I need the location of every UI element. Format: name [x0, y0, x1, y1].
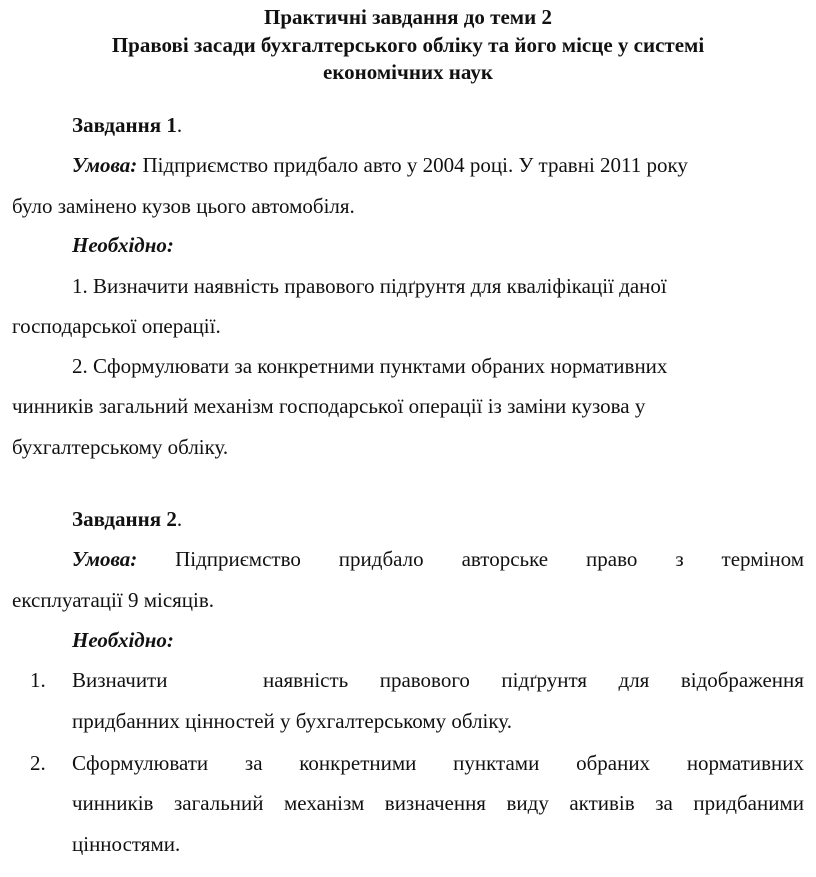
- task1-item2-line-1: 2. Сформулювати за конкретними пунктами обраних нормативних: [72, 354, 668, 378]
- task2-item2-number: 2.: [30, 751, 46, 775]
- task2-item2-word: конкретними: [299, 751, 417, 775]
- task2-item2-word: визначення: [384, 791, 486, 815]
- task1-item2-line-2: чинників загальний механізм господарської операції із заміни кузова у: [12, 394, 646, 418]
- task2-item2-word: нормативних: [686, 751, 804, 775]
- task2-item2-word: загальний: [173, 791, 264, 815]
- task2-condition-label: Умова:: [72, 547, 138, 571]
- task2-item2-line-1: [72, 750, 804, 776]
- task1-heading-dot: .: [176, 113, 183, 137]
- task2-heading: [72, 506, 182, 532]
- task1-condition-line-1: [72, 152, 688, 178]
- task1-condition-label: Умова:: [72, 153, 138, 177]
- task2-condition-word: право: [586, 547, 638, 571]
- task2-required-label: Необхідно:: [72, 628, 174, 652]
- task2-item1-word: відображення: [680, 668, 804, 692]
- task2-condition-word: з: [675, 547, 684, 571]
- task1-item2-line-3: бухгалтерському обліку.: [12, 435, 229, 459]
- task2-item2-word: обраних: [576, 751, 651, 775]
- task2-item2-word: Сформулювати: [72, 751, 209, 775]
- task2-item1-word: підґрунтя: [501, 668, 588, 692]
- task2-item1-word: наявність: [262, 668, 349, 692]
- task2-item2-word: активів: [569, 791, 635, 815]
- task2-condition-word: терміном: [721, 547, 804, 571]
- task2-item2-word: придбаними: [693, 791, 804, 815]
- task2-item2-word: за: [655, 791, 673, 815]
- task2-item2-word: пунктами: [453, 751, 540, 775]
- task1-condition-line-2: було замінено кузов цього автомобіля.: [12, 194, 355, 218]
- task2-condition-line-2: експлуатації 9 місяців.: [12, 588, 215, 612]
- task2-item2-word: виду: [506, 791, 549, 815]
- task2-item2-word: чинників: [72, 791, 154, 815]
- task2-item1-line-1: [72, 667, 804, 693]
- task1-item1-line-2: господарської операції.: [12, 314, 221, 338]
- task2-item2-line-3: цінностями.: [72, 832, 181, 856]
- task2-item1-number: 1.: [30, 668, 46, 692]
- task2-heading-text: Завдання 2: [72, 507, 177, 531]
- task1-heading-text: Завдання 1: [72, 113, 177, 137]
- task1-heading: [72, 112, 182, 138]
- task2-item2-word: за: [244, 751, 263, 775]
- task1-condition-text-1: Підприємство придбало авто у 2004 році. У травні 2011 року: [137, 153, 688, 177]
- task2-item1-word: для: [618, 668, 650, 692]
- task2-condition-word: придбало: [338, 547, 424, 571]
- task1-item1-line-1: 1. Визначити наявність правового підґрунтя для кваліфікації даної: [72, 274, 667, 298]
- task2-item1-word: Визначити: [72, 668, 168, 692]
- document-title-line-3: економічних наук: [323, 60, 493, 84]
- document-title-line-2: Правові засади бухгалтерського обліку та його місце у системі: [111, 33, 705, 57]
- task2-condition-word: Підприємство: [175, 547, 301, 571]
- task1-required-label: Необхідно:: [72, 233, 174, 257]
- task2-condition-line-1: [72, 546, 804, 572]
- task2-condition-word: авторське: [461, 547, 549, 571]
- task2-item2-word: механізм: [284, 791, 365, 815]
- task2-item1-line-2: придбанних цінностей у бухгалтерському обліку.: [72, 709, 512, 733]
- document-title-line-1: Практичні завдання до теми 2: [264, 5, 552, 29]
- task2-item2-line-2: [72, 790, 804, 816]
- task2-heading-dot: .: [176, 507, 183, 531]
- task2-item1-word: правового: [379, 668, 470, 692]
